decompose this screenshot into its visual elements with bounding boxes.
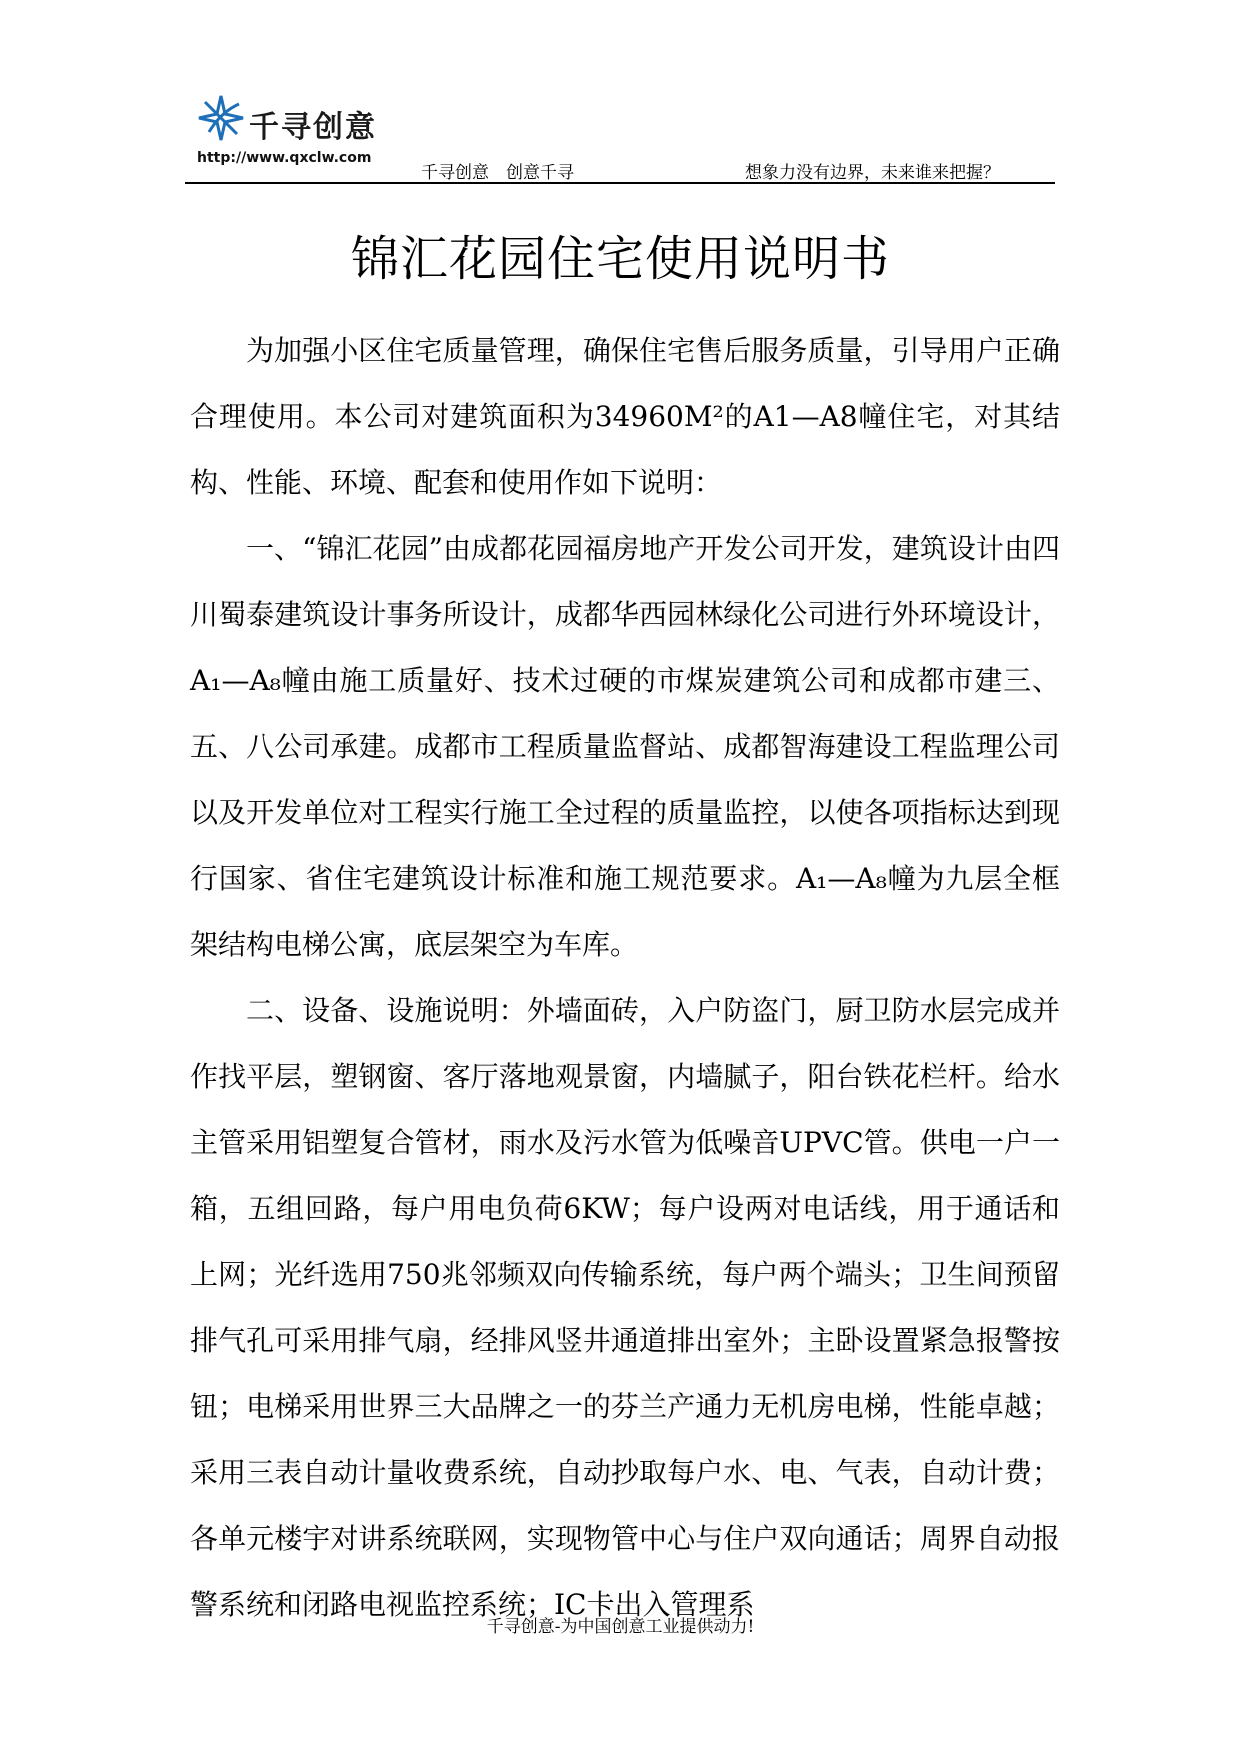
- paragraph-intro: 为加强小区住宅质量管理，确保住宅售后服务质量，引导用户正确合理使用。本公司对建筑面积为34960M²的A1—A8幢住宅，对其结构、性能、环境、配套和使用作如下说明：: [190, 334, 1060, 499]
- header-divider: [185, 182, 1055, 184]
- document-title: 锦汇花园住宅使用说明书: [350, 231, 890, 288]
- logo-url: http://www.qxclw.com: [197, 150, 372, 166]
- paragraph-section-1: 一、“锦汇花园”由成都花园福房地产开发公司开发，建筑设计由四川蜀泰建筑设计事务所设计，成都华西园林绿化公司进行外环境设计，A₁—A₈幢由施工质量好、技术过硬的市煤炭建筑公司和成都市建三、五、八公司承建。成都市工程质量监督站、成都智海建设工程监理公司以及开发单位对工程实行施工全过程的质量监控，以使各项指标达到现行国家、省住宅建筑设计标准和施工规范要求。A₁—A₈幢为九层全框架结构电梯公寓，底层架空为车库。: [190, 532, 1060, 961]
- document-body: [190, 318, 1060, 1638]
- logo-name: 千寻创意: [249, 110, 377, 145]
- page-header: [185, 88, 1055, 188]
- paragraph-section-2: 二、设备、设施说明：外墙面砖，入户防盗门，厨卫防水层完成并作找平层，塑钢窗、客厅落地观景窗，内墙腻子，阳台铁花栏杆。给水主管采用铝塑复合管材，雨水及污水管为低噪音UPVC管。供电一户一箱，五组回路，每户用电负荷6KW；每户设两对电话线，用于通话和上网；光纤选用750兆邻频双向传输系统，每户两个端头；卫生间预留排气孔可采用排气扇，经排风竖井通道排出室外；主卧设置紧急报警按钮；电梯采用世界三大品牌之一的芬兰产通力无机房电梯，性能卓越；采用三表自动计量收费系统，自动抄取每户水、电、气表，自动计费；各单元楼宇对讲系统联网，实现物管中心与住户双向通话；周界自动报警系统和闭路电视监控系统；IC卡出入管理系: [190, 994, 1060, 1621]
- logo: [185, 88, 405, 168]
- header-tagline: 想象力没有边界，未来谁来把握？: [745, 163, 1000, 183]
- logo-star-icon: [195, 92, 247, 144]
- page-footer: 千寻创意-为中国创意工业提供动力!: [486, 1617, 755, 1637]
- header-slogan: 千寻创意 创意千寻: [421, 163, 574, 183]
